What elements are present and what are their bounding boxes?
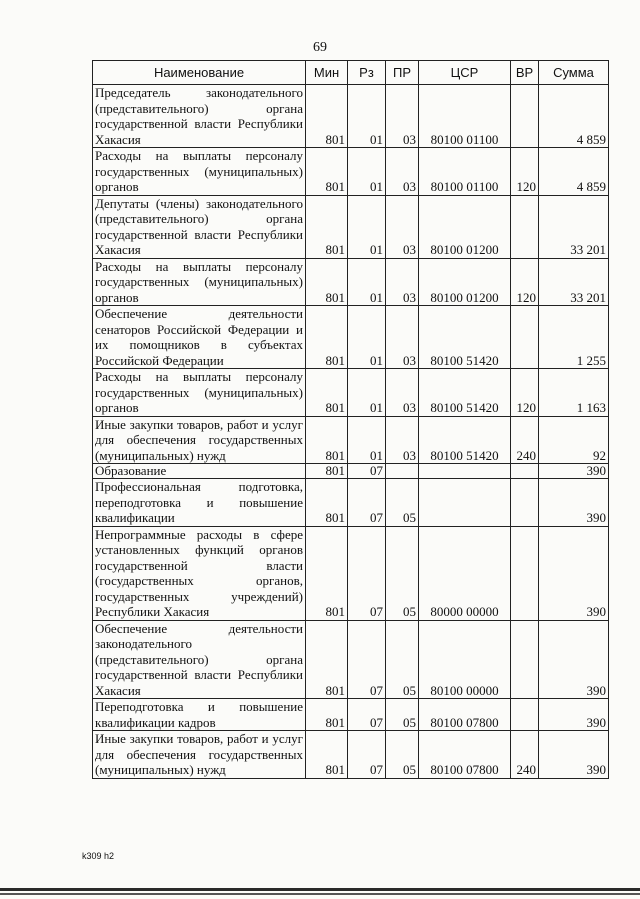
row-name: Иные закупки товаров, работ и услуг для обеспечения государственных (муниципальных) нужд	[93, 731, 306, 779]
row-min: 801	[306, 85, 348, 148]
row-pr: 05	[386, 620, 419, 699]
table-row	[93, 148, 609, 196]
row-min: 801	[306, 731, 348, 779]
row-csr	[419, 464, 511, 479]
row-csr: 80100 01200	[419, 195, 511, 258]
scan-edge-line	[0, 888, 640, 891]
row-pr: 05	[386, 526, 419, 620]
table-row	[93, 258, 609, 306]
row-vr: 120	[511, 369, 539, 417]
row-name: Обеспечение деятельности законодательного (представительного) органа государственной власти Республики Хакасия	[93, 620, 306, 699]
row-vr	[511, 620, 539, 699]
header-sum: Сумма	[539, 61, 609, 85]
row-vr	[511, 195, 539, 258]
header-vr: ВР	[511, 61, 539, 85]
row-min: 801	[306, 148, 348, 196]
table-row	[93, 195, 609, 258]
row-name: Профессиональная подготовка, переподготовка и повышение квалификации	[93, 479, 306, 527]
table-row	[93, 306, 609, 369]
row-name: Иные закупки товаров, работ и услуг для обеспечения государственных (муниципальных) нужд	[93, 416, 306, 464]
row-min: 801	[306, 195, 348, 258]
row-csr	[419, 479, 511, 527]
row-name: Расходы на выплаты персоналу государственных (муниципальных) органов	[93, 258, 306, 306]
row-vr	[511, 306, 539, 369]
row-sum: 33 201	[539, 258, 609, 306]
row-min: 801	[306, 464, 348, 479]
row-vr	[511, 526, 539, 620]
row-sum: 390	[539, 526, 609, 620]
row-sum: 92	[539, 416, 609, 464]
table-header-row	[93, 61, 609, 85]
row-min: 801	[306, 416, 348, 464]
row-min: 801	[306, 699, 348, 731]
table-row	[93, 85, 609, 148]
header-min: Мин	[306, 61, 348, 85]
table-row	[93, 526, 609, 620]
row-vr: 120	[511, 148, 539, 196]
row-csr: 80100 01100	[419, 148, 511, 196]
row-min: 801	[306, 258, 348, 306]
header-pr: ПР	[386, 61, 419, 85]
row-vr: 240	[511, 731, 539, 779]
row-rz: 07	[348, 620, 386, 699]
row-rz: 01	[348, 258, 386, 306]
row-min: 801	[306, 306, 348, 369]
row-csr: 80100 07800	[419, 731, 511, 779]
document-code: k309 h2	[82, 851, 115, 861]
row-rz: 01	[348, 416, 386, 464]
row-name: Переподготовка и повышение квалификации кадров	[93, 699, 306, 731]
row-csr: 80100 00000	[419, 620, 511, 699]
table-row	[93, 464, 609, 479]
table-row	[93, 369, 609, 417]
row-pr: 05	[386, 731, 419, 779]
row-rz: 07	[348, 731, 386, 779]
row-sum: 4 859	[539, 85, 609, 148]
row-pr: 03	[386, 258, 419, 306]
row-vr	[511, 464, 539, 479]
row-min: 801	[306, 369, 348, 417]
row-vr	[511, 699, 539, 731]
row-pr: 03	[386, 148, 419, 196]
table-row	[93, 479, 609, 527]
row-min: 801	[306, 620, 348, 699]
row-name: Депутаты (члены) законодательного (представительного) органа государственной власти Республики Хакасия	[93, 195, 306, 258]
row-csr: 80100 51420	[419, 369, 511, 417]
row-pr	[386, 464, 419, 479]
row-pr: 03	[386, 306, 419, 369]
row-sum: 4 859	[539, 148, 609, 196]
row-csr: 80100 51420	[419, 416, 511, 464]
row-name: Образование	[93, 464, 306, 479]
row-pr: 03	[386, 416, 419, 464]
row-sum: 1 163	[539, 369, 609, 417]
table-row	[93, 699, 609, 731]
row-sum: 390	[539, 464, 609, 479]
row-csr: 80100 01200	[419, 258, 511, 306]
row-sum: 1 255	[539, 306, 609, 369]
row-name: Обеспечение деятельности сенаторов Российской Федерации и их помощников в субъектах Российской Федерации	[93, 306, 306, 369]
row-min: 801	[306, 526, 348, 620]
table-row	[93, 731, 609, 779]
row-rz: 07	[348, 699, 386, 731]
table-row	[93, 620, 609, 699]
row-rz: 07	[348, 526, 386, 620]
row-pr: 05	[386, 479, 419, 527]
header-name: Наименование	[93, 61, 306, 85]
row-sum: 390	[539, 479, 609, 527]
table-row	[93, 416, 609, 464]
row-rz: 01	[348, 148, 386, 196]
row-name: Непрограммные расходы в сфере установленных функций органов государственной власти (государственных органов, государственных учреждений) Республики Хакасия	[93, 526, 306, 620]
row-csr: 80000 00000	[419, 526, 511, 620]
row-pr: 05	[386, 699, 419, 731]
row-pr: 03	[386, 369, 419, 417]
row-name: Председатель законодательного (представительного) органа государственной власти Республики Хакасия	[93, 85, 306, 148]
row-pr: 03	[386, 195, 419, 258]
row-csr: 80100 51420	[419, 306, 511, 369]
row-sum: 390	[539, 699, 609, 731]
row-name: Расходы на выплаты персоналу государственных (муниципальных) органов	[93, 148, 306, 196]
scan-edge-line	[0, 893, 640, 895]
row-pr: 03	[386, 85, 419, 148]
row-rz: 07	[348, 479, 386, 527]
row-rz: 07	[348, 464, 386, 479]
row-sum: 390	[539, 620, 609, 699]
row-rz: 01	[348, 306, 386, 369]
row-vr: 120	[511, 258, 539, 306]
page-number: 69	[313, 40, 327, 55]
row-sum: 33 201	[539, 195, 609, 258]
budget-table	[92, 60, 609, 779]
row-sum: 390	[539, 731, 609, 779]
row-vr	[511, 479, 539, 527]
row-name: Расходы на выплаты персоналу государственных (муниципальных) органов	[93, 369, 306, 417]
row-min: 801	[306, 479, 348, 527]
row-csr: 80100 07800	[419, 699, 511, 731]
row-rz: 01	[348, 195, 386, 258]
header-csr: ЦСР	[419, 61, 511, 85]
row-vr: 240	[511, 416, 539, 464]
row-vr	[511, 85, 539, 148]
row-rz: 01	[348, 85, 386, 148]
header-rz: Рз	[348, 61, 386, 85]
row-rz: 01	[348, 369, 386, 417]
row-csr: 80100 01100	[419, 85, 511, 148]
